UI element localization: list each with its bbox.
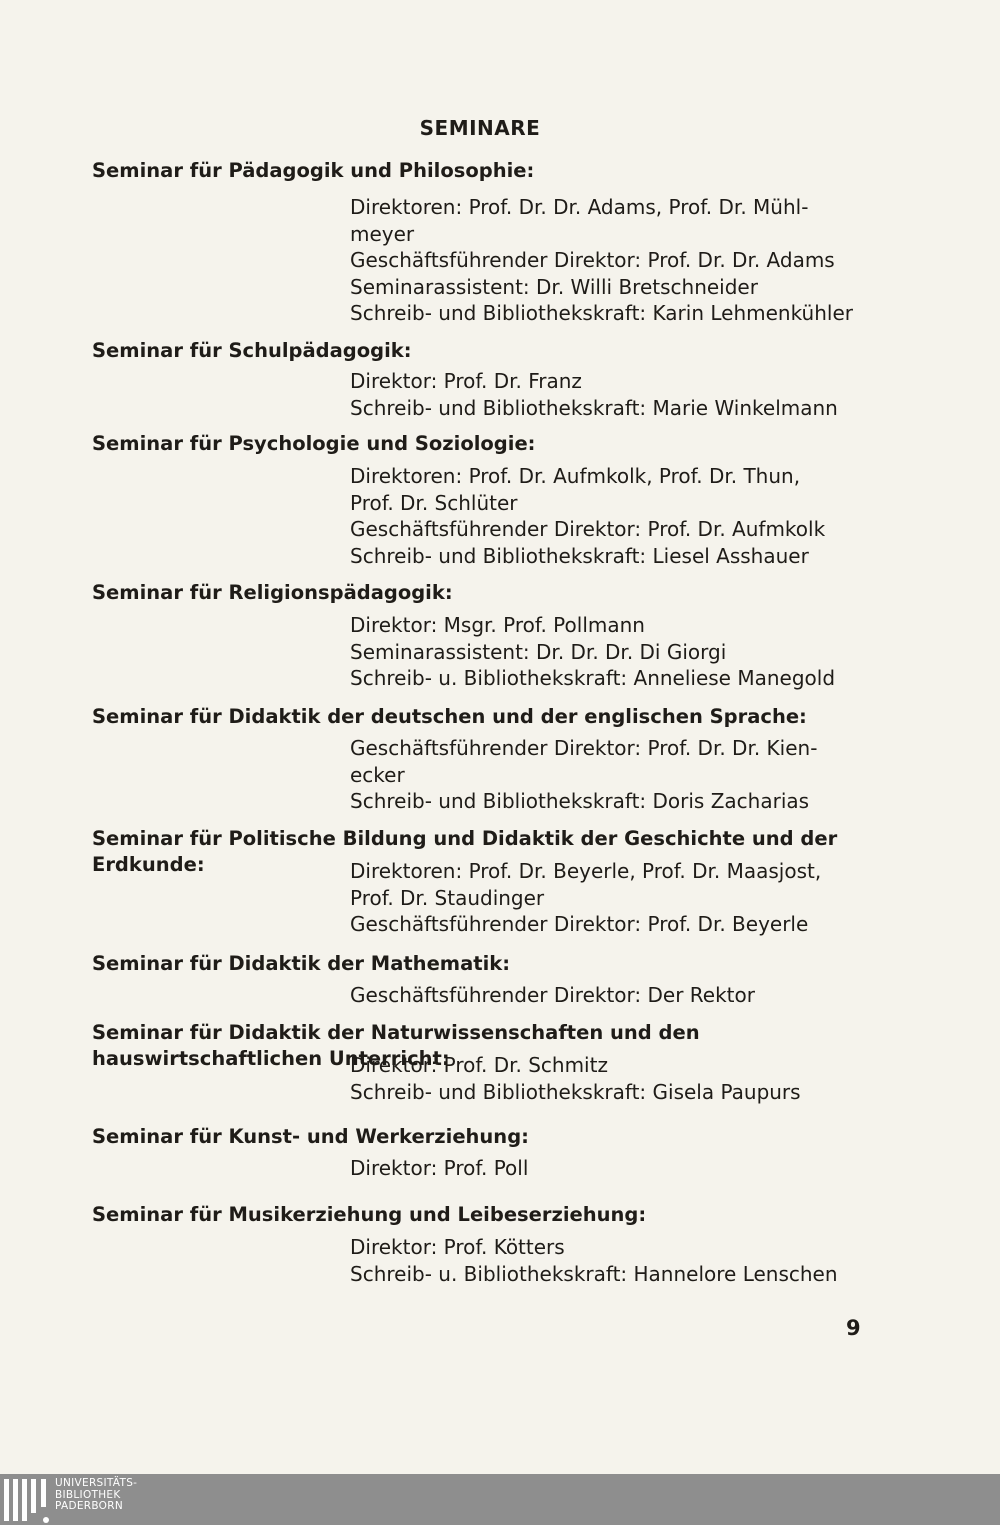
logo-line: BIBLIOTHEK [55, 1488, 121, 1501]
detail-line: Seminarassistent: Dr. Dr. Dr. Di Giorgi [350, 639, 727, 664]
seminar-title-deutsch-englisch: Seminar für Didaktik der deutschen und der englischen Sprache: [92, 705, 807, 728]
seminar-details-paedagogik-philosophie [350, 194, 868, 327]
seminar-details-politische-bildung [350, 858, 868, 938]
seminar-title-paedagogik-philosophie: Seminar für Pädagogik und Philosophie: [92, 159, 535, 182]
seminar-details-mathematik [350, 982, 868, 1009]
detail-line: Direktor: Prof. Poll [350, 1156, 529, 1180]
seminar-details-psychologie-soziologie [350, 463, 868, 569]
detail-line: Schreib- und Bibliothekskraft: Marie Winkelmann [350, 395, 838, 420]
detail-line: Schreib- und Bibliothekskraft: Doris Zacharias [350, 789, 810, 813]
detail-line: Direktoren: Prof. Dr. Beyerle, Prof. Dr. Maasjost, [350, 859, 822, 883]
detail-line: Direktoren: Prof. Dr. Aufmkolk, Prof. Dr. Thun, [350, 464, 801, 488]
detail-line: Prof. Dr. Schlüter [350, 490, 518, 515]
detail-line: Schreib- u. Bibliothekskraft: Hannelore Lenschen [350, 1261, 838, 1286]
detail-line: Schreib- und Bibliothekskraft: Karin Lehmenkühler [350, 301, 853, 325]
seminar-title-musik-leibeserziehung: Seminar für Musikerziehung und Leibeserziehung: [92, 1203, 647, 1226]
detail-line: Direktor: Prof. Dr. Schmitz [350, 1053, 608, 1077]
detail-line: Schreib- u. Bibliothekskraft: Anneliese Manegold [350, 666, 836, 690]
detail-line: Direktoren: Prof. Dr. Dr. Adams, Prof. Dr. Mühl- [350, 195, 809, 219]
seminar-title-psychologie-soziologie: Seminar für Psychologie und Soziologie: [92, 432, 536, 455]
detail-line: ecker [350, 762, 405, 787]
seminar-title-politische-bildung: Seminar für Politische Bildung und Didaktik der Geschichte und der Erdkunde: [92, 827, 838, 876]
detail-line: Geschäftsführender Direktor: Prof. Dr. Dr. Adams [350, 248, 835, 272]
seminar-title-kunst-werkerziehung: Seminar für Kunst- und Werkerziehung: [92, 1125, 529, 1148]
seminar-title-naturwissenschaften: Seminar für Didaktik der Naturwissenschaften und den hauswirtschaftlichen Unterricht: [92, 1021, 700, 1070]
seminar-details-kunst-werkerziehung [350, 1155, 868, 1182]
detail-line: Schreib- und Bibliothekskraft: Gisela Paupurs [350, 1079, 801, 1104]
seminar-details-musik-leibeserziehung [350, 1234, 868, 1287]
page-heading: SEMINARE [419, 116, 541, 140]
detail-line: Seminarassistent: Dr. Willi Bretschneider [350, 274, 758, 299]
seminar-title-religionspaedagogik: Seminar für Religionspädagogik: [92, 581, 453, 604]
seminar-details-schulpaedagogik [350, 368, 868, 421]
logo-line: PADERBORN [55, 1500, 123, 1512]
library-logo-text [55, 1478, 137, 1513]
page-number: 9 [846, 1316, 861, 1340]
seminar-details-deutsch-englisch [350, 735, 868, 815]
detail-line: Direktor: Msgr. Prof. Pollmann [350, 613, 645, 637]
seminar-title-mathematik: Seminar für Didaktik der Mathematik: [92, 952, 511, 975]
library-footer-bar [0, 1474, 1000, 1525]
detail-line: Schreib- und Bibliothekskraft: Liesel Asshauer [350, 543, 809, 568]
library-logo-icon [4, 1479, 48, 1521]
detail-line: Geschäftsführender Direktor: Prof. Dr. Beyerle [350, 912, 809, 936]
seminar-details-naturwissenschaften [350, 1052, 868, 1105]
detail-line: meyer [350, 221, 415, 246]
detail-line: Geschäftsführender Direktor: Prof. Dr. Aufmkolk [350, 517, 826, 541]
seminar-details-religionspaedagogik [350, 612, 868, 692]
detail-line: Direktor: Prof. Dr. Franz [350, 369, 582, 393]
detail-line: Geschäftsführender Direktor: Prof. Dr. Dr. Kien- [350, 736, 818, 760]
detail-line: Direktor: Prof. Kötters [350, 1235, 565, 1259]
detail-line: Prof. Dr. Staudinger [350, 885, 545, 910]
seminar-title-schulpaedagogik: Seminar für Schulpädagogik: [92, 339, 412, 362]
logo-line: UNIVERSITÄTS- [55, 1477, 138, 1489]
detail-line: Geschäftsführender Direktor: Der Rektor [350, 983, 755, 1007]
